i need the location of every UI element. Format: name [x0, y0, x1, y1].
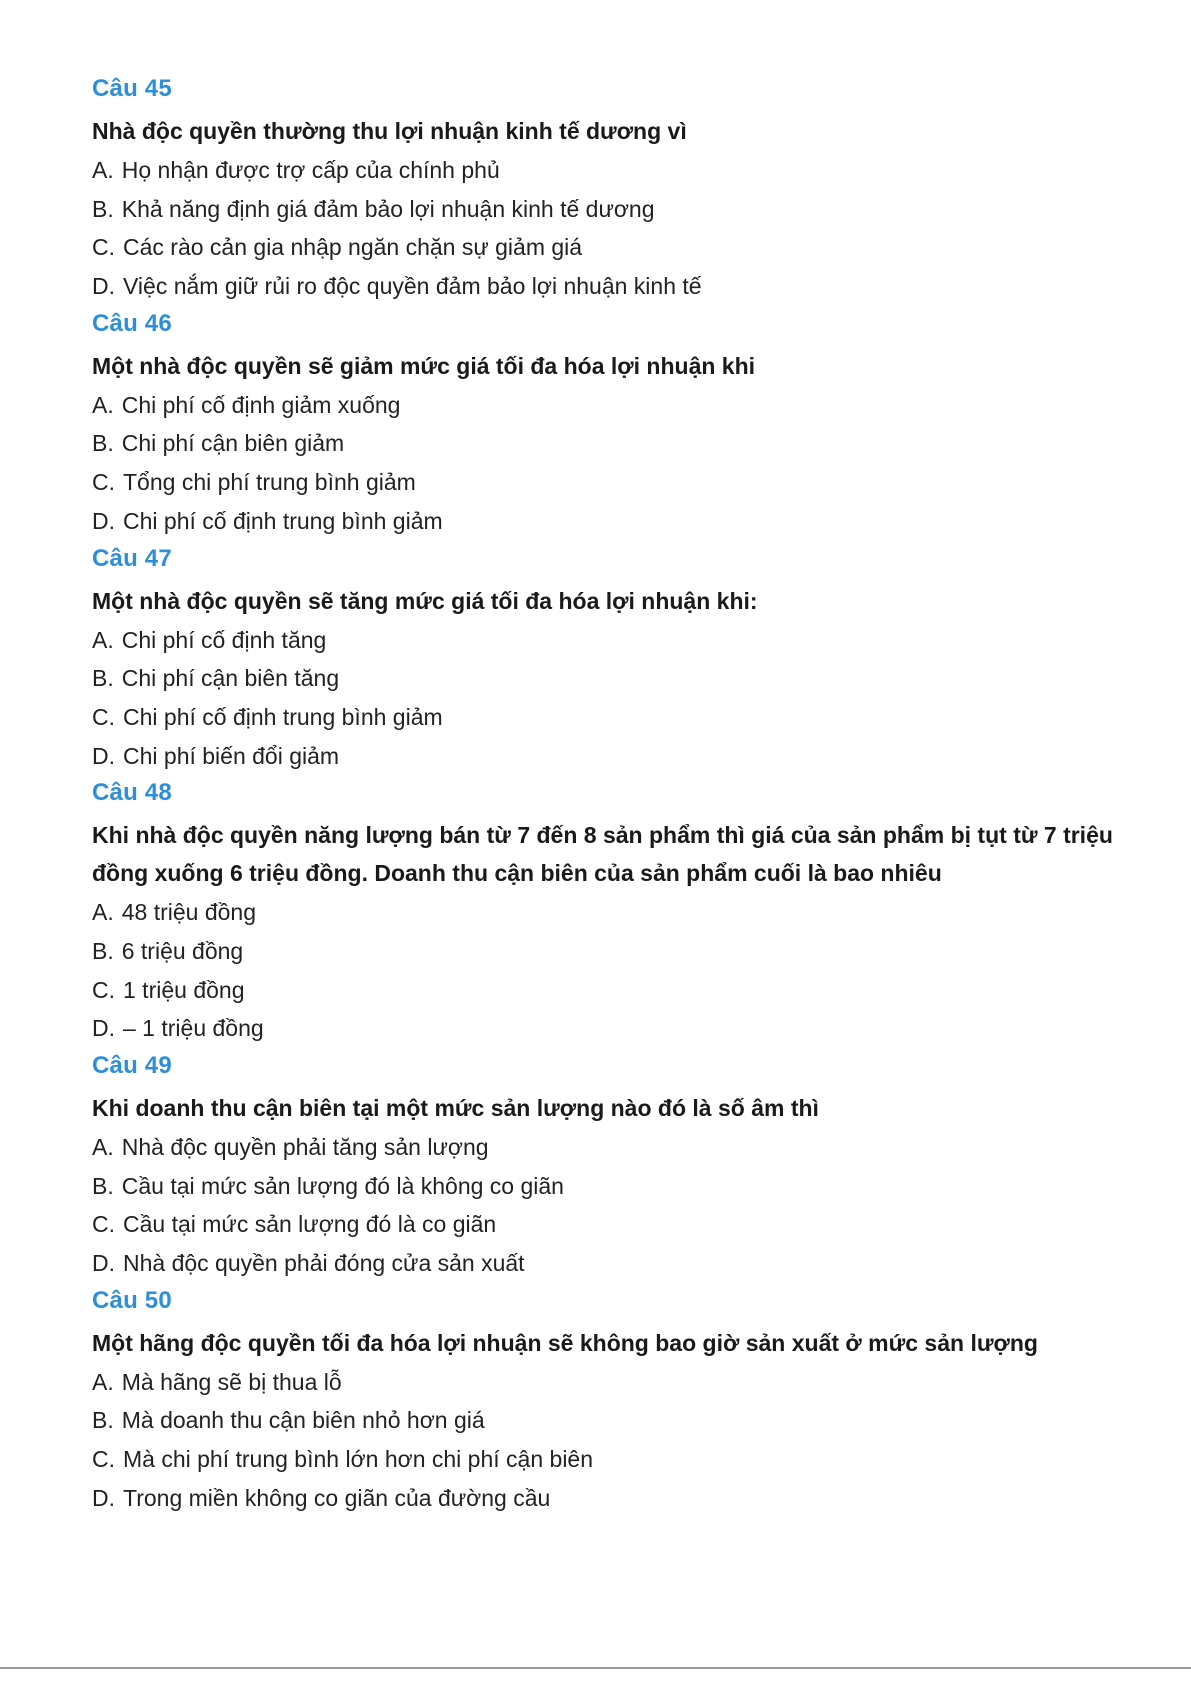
- answer-option-a: [92, 1363, 1132, 1402]
- question-number: Câu 49: [92, 1052, 172, 1079]
- option-text: Cầu tại mức sản lượng đó là co giãn: [123, 1211, 497, 1238]
- question-text: Nhà độc quyền thường thu lợi nhuận kinh tế dương vì: [92, 118, 687, 144]
- option-letter: D.: [92, 1015, 115, 1042]
- answer-option-c: [92, 1205, 1132, 1244]
- question-45: [92, 74, 1132, 306]
- option-text: Họ nhận được trợ cấp của chính phủ: [121, 157, 500, 183]
- answer-option-a: [92, 151, 1132, 190]
- option-text: 6 triệu đồng: [121, 937, 244, 964]
- question-number: Câu 50: [92, 1286, 172, 1314]
- answer-option-c: [92, 463, 1132, 502]
- option-letter: B.: [92, 665, 114, 692]
- option-text: Nhà độc quyền phải đóng cửa sản xuất: [123, 1250, 525, 1277]
- answer-options: [92, 386, 1132, 541]
- option-letter: D.: [92, 273, 115, 300]
- option-letter: A.: [92, 157, 114, 183]
- question-number: Câu 46: [92, 309, 172, 337]
- question-46: [92, 309, 1132, 541]
- answer-option-c: [92, 698, 1132, 737]
- option-text: Các rào cản gia nhập ngăn chặn sự giảm giá: [123, 234, 583, 261]
- option-letter: C.: [92, 976, 115, 1003]
- question-text: Một hãng độc quyền tối đa hóa lợi nhuận sẽ không bao giờ sản xuất ở mức sản lượng: [92, 1329, 1038, 1356]
- option-letter: C.: [92, 703, 115, 730]
- answer-option-b: [92, 659, 1132, 698]
- answer-option-d: [92, 1244, 1132, 1283]
- answer-option-c: [92, 1440, 1132, 1479]
- answer-option-c: [92, 228, 1132, 267]
- answer-option-d: [92, 502, 1132, 541]
- option-text: Nhà độc quyền phải tăng sản lượng: [121, 1134, 489, 1160]
- option-text: Việc nắm giữ rủi ro độc quyền đảm bảo lợi nhuận kinh tế: [123, 273, 702, 300]
- option-text: 48 triệu đồng: [121, 899, 257, 926]
- answer-option-b: [92, 932, 1132, 971]
- option-text: Khả năng định giá đảm bảo lợi nhuận kinh tế dương: [121, 195, 655, 222]
- answer-option-a: [92, 1128, 1132, 1167]
- question-text: Một nhà độc quyền sẽ tăng mức giá tối đa hóa lợi nhuận khi:: [92, 587, 758, 614]
- option-text: Mà chi phí trung bình lớn hơn chi phí cận biên: [123, 1446, 594, 1473]
- answer-option-b: [92, 424, 1132, 463]
- question-number: Câu 47: [92, 544, 172, 572]
- answer-options: [92, 1128, 1132, 1283]
- option-letter: B.: [92, 1172, 114, 1199]
- option-letter: C.: [92, 234, 115, 261]
- question-text: Một nhà độc quyền sẽ giảm mức giá tối đa hóa lợi nhuận khi: [92, 352, 756, 379]
- answer-option-b: [92, 1167, 1132, 1206]
- answer-options: [92, 621, 1132, 776]
- option-letter: A.: [92, 1368, 114, 1395]
- answer-option-d: [92, 1479, 1132, 1518]
- page-bottom-edge: [0, 1669, 1191, 1685]
- answer-option-c: [92, 971, 1132, 1010]
- option-letter: B.: [92, 195, 114, 222]
- option-letter: B.: [92, 1407, 114, 1434]
- option-text: 1 triệu đồng: [123, 976, 245, 1003]
- question-number: Câu 48: [92, 779, 172, 807]
- answer-option-d: [92, 737, 1132, 776]
- option-letter: A.: [92, 626, 114, 653]
- option-text: Chi phí cố định tăng: [121, 626, 327, 653]
- option-letter: D.: [92, 1250, 115, 1277]
- question-list: [92, 74, 1132, 1518]
- option-text: Chi phí cố định giảm xuống: [121, 391, 401, 418]
- answer-option-a: [92, 386, 1132, 425]
- answer-option-d: [92, 267, 1132, 306]
- option-text: Mà doanh thu cận biên nhỏ hơn giá: [121, 1407, 485, 1434]
- option-letter: B.: [92, 430, 114, 457]
- option-text: Mà hãng sẽ bị thua lỗ: [121, 1368, 342, 1395]
- answer-option-b: [92, 190, 1132, 229]
- option-text: Trong miền không co giãn của đường cầu: [123, 1484, 551, 1511]
- question-49: [92, 1051, 1132, 1283]
- option-letter: A.: [92, 899, 114, 926]
- option-letter: C.: [92, 1211, 115, 1238]
- option-letter: A.: [92, 1134, 114, 1160]
- option-text: – 1 triệu đồng: [123, 1015, 264, 1042]
- answer-option-a: [92, 893, 1132, 932]
- answer-option-a: [92, 621, 1132, 660]
- option-letter: A.: [92, 391, 114, 418]
- option-text: Chi phí cố định trung bình giảm: [123, 507, 443, 534]
- answer-options: [92, 1363, 1132, 1518]
- option-text: Chi phí cố định trung bình giảm: [123, 703, 443, 730]
- question-48: [92, 778, 1132, 1048]
- option-text: Chi phí cận biên giảm: [121, 430, 345, 457]
- option-text: Cầu tại mức sản lượng đó là không co giãn: [121, 1172, 564, 1199]
- answer-option-d: [92, 1009, 1132, 1048]
- question-50: [92, 1286, 1132, 1518]
- option-letter: B.: [92, 937, 114, 964]
- option-letter: D.: [92, 507, 115, 534]
- answer-options: [92, 151, 1132, 306]
- option-letter: C.: [92, 1446, 115, 1473]
- option-letter: C.: [92, 469, 115, 496]
- question-47: [92, 544, 1132, 776]
- option-letter: D.: [92, 742, 115, 769]
- answer-options: [92, 893, 1132, 1048]
- option-letter: D.: [92, 1484, 115, 1511]
- option-text: Chi phí cận biên tăng: [121, 665, 340, 692]
- question-text: Khi nhà độc quyền năng lượng bán từ 7 đến 8 sản phẩm thì giá của sản phẩm bị tụt từ 7 triệu đồng xuống 6 triệu đồng. Doanh thu cận biên của sản phẩm cuối là bao nhiêu: [92, 822, 1113, 887]
- answer-option-b: [92, 1401, 1132, 1440]
- option-text: Chi phí biến đổi giảm: [123, 742, 340, 769]
- question-text: Khi doanh thu cận biên tại một mức sản lượng nào đó là số âm thì: [92, 1095, 819, 1121]
- option-text: Tổng chi phí trung bình giảm: [123, 469, 416, 496]
- question-number: Câu 45: [92, 75, 172, 102]
